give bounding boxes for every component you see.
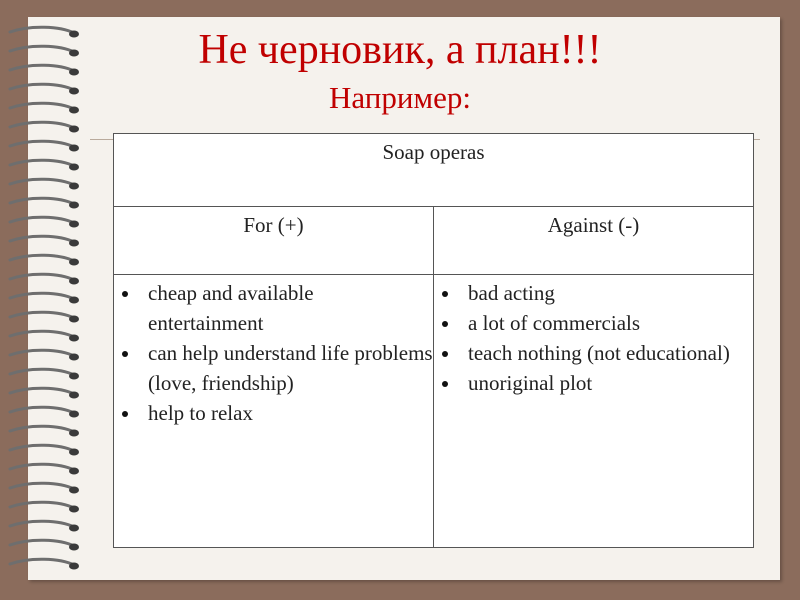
spiral-hole [69,506,79,513]
list-item: bad acting [440,278,753,308]
spiral-ring [10,160,74,166]
list-item: a lot of commercials [440,308,753,338]
spiral-ring [10,312,74,318]
list-item: unoriginal plot [440,368,753,398]
spiral-ring [10,217,74,223]
spiral-hole [69,202,79,209]
spiral-ring [10,122,74,128]
against-list [434,275,753,398]
spiral-ring [10,198,74,204]
spiral-ring [10,293,74,299]
spiral-ring [10,540,74,546]
spiral-ring [10,141,74,147]
spiral-hole [69,544,79,551]
plan-table [113,133,754,548]
slide-subtitle: Например: [329,80,471,115]
spiral-hole [69,335,79,342]
spiral-hole [69,297,79,304]
spiral-ring [10,388,74,394]
spiral-hole [69,411,79,418]
spiral-ring [10,483,74,489]
spiral-hole [69,392,79,399]
spiral-ring [10,255,74,261]
spiral-hole [69,449,79,456]
spiral-ring [10,179,74,185]
spiral-hole [69,373,79,380]
spiral-ring [10,559,74,565]
spiral-ring [10,445,74,451]
table-caption: Soap operas [114,134,754,207]
spiral-hole [69,316,79,323]
spiral-ring [10,274,74,280]
spiral-hole [69,487,79,494]
spiral-ring [10,331,74,337]
spiral-hole [69,259,79,266]
column-header-for: For (+) [114,207,434,275]
spiral-ring [10,350,74,356]
spiral-ring [10,464,74,470]
spiral-ring [10,521,74,527]
for-list [114,275,433,428]
spiral-hole [69,126,79,133]
spiral-hole [69,278,79,285]
spiral-ring [10,426,74,432]
for-cell [114,275,434,548]
spiral-hole [69,145,79,152]
spiral-ring [10,502,74,508]
spiral-hole [69,354,79,361]
spiral-hole [69,164,79,171]
against-cell [434,275,754,548]
list-item: teach nothing (not educational) [440,338,753,368]
column-header-against: Against (-) [434,207,754,275]
spiral-hole [69,563,79,570]
list-item: cheap and available entertainment [120,278,433,338]
list-item: can help understand life problems (love, friendship) [120,338,433,398]
slide-title: Не черновик, а план!!! [198,27,602,73]
spiral-hole [69,468,79,475]
spiral-ring [10,407,74,413]
list-item: help to relax [120,398,433,428]
spiral-hole [69,240,79,247]
spiral-hole [69,221,79,228]
spiral-ring [10,236,74,242]
spiral-ring [10,369,74,375]
spiral-hole [69,183,79,190]
spiral-hole [69,525,79,532]
spiral-hole [69,430,79,437]
